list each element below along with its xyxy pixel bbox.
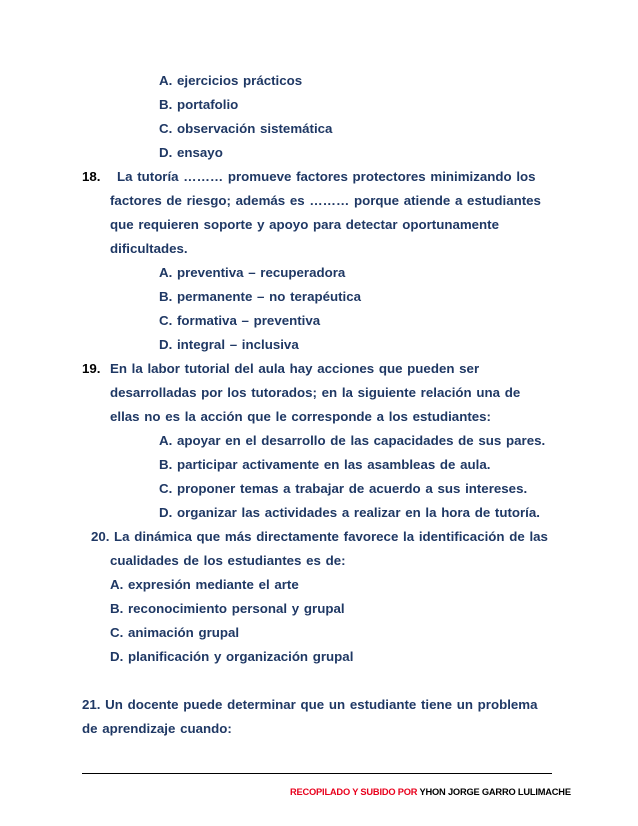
q18-stem-line-4: dificultades. <box>110 241 188 256</box>
q17-option-a: A. ejercicios prácticos <box>159 73 303 88</box>
q20-option-c: C. animación grupal <box>110 625 240 640</box>
q19-option-b: B. participar activamente en las asambleas de aula. <box>159 457 491 472</box>
q21-stem-line-1: 21. Un docente puede determinar que un estudiante tiene un problema <box>82 697 538 712</box>
q19-option-a: A. apoyar en el desarrollo de las capacidades de sus pares. <box>159 433 546 448</box>
q19-number: 19. <box>82 361 101 376</box>
footer-credit <box>290 787 571 797</box>
q20-stem-line-1: La dinámica que más directamente favorece la identificación de las <box>114 529 548 544</box>
q19-stem-line-1: En la labor tutorial del aula hay acciones que pueden ser <box>110 361 480 376</box>
q18-number: 18. <box>82 169 101 184</box>
footer-credit-author: YHON JORGE GARRO LULIMACHE <box>419 787 571 797</box>
q20-number: 20. <box>91 529 110 544</box>
q18-stem-line-3: que requieren soporte y apoyo para detectar oportunamente <box>110 217 499 232</box>
q17-option-c: C. observación sistemática <box>159 121 333 136</box>
q18-option-c: C. formativa – preventiva <box>159 313 321 328</box>
q20-stem-line-2: cualidades de los estudiantes es de: <box>110 553 346 568</box>
q17-option-b: B. portafolio <box>159 97 239 112</box>
q18-option-a: A. preventiva – recuperadora <box>159 265 346 280</box>
q21-stem-line-2: de aprendizaje cuando: <box>82 721 232 736</box>
q19-option-d: D. organizar las actividades a realizar en la hora de tutoría. <box>159 505 540 520</box>
footer-divider <box>82 773 552 774</box>
q18-option-b: B. permanente – no terapéutica <box>159 289 362 304</box>
footer-credit-label: RECOPILADO Y SUBIDO POR <box>290 787 420 797</box>
q20-option-d: D. planificación y organización grupal <box>110 649 354 664</box>
q19-stem-line-2: desarrolladas por los tutorados; en la siguiente relación una de <box>110 385 521 400</box>
q17-option-d: D. ensayo <box>159 145 223 160</box>
q19-stem-line-3: ellas no es la acción que le corresponde a los estudiantes: <box>110 409 491 424</box>
q19-option-c: C. proponer temas a trabajar de acuerdo a sus intereses. <box>159 481 528 496</box>
q18-stem-line-2: factores de riesgo; además es ……… porque atiende a estudiantes <box>110 193 541 208</box>
q18-stem-line-1: La tutoría ……… promueve factores protectores minimizando los <box>117 169 536 184</box>
q18-option-d: D. integral – inclusiva <box>159 337 299 352</box>
q20-option-a: A. expresión mediante el arte <box>110 577 299 592</box>
q20-option-b: B. reconocimiento personal y grupal <box>110 601 345 616</box>
